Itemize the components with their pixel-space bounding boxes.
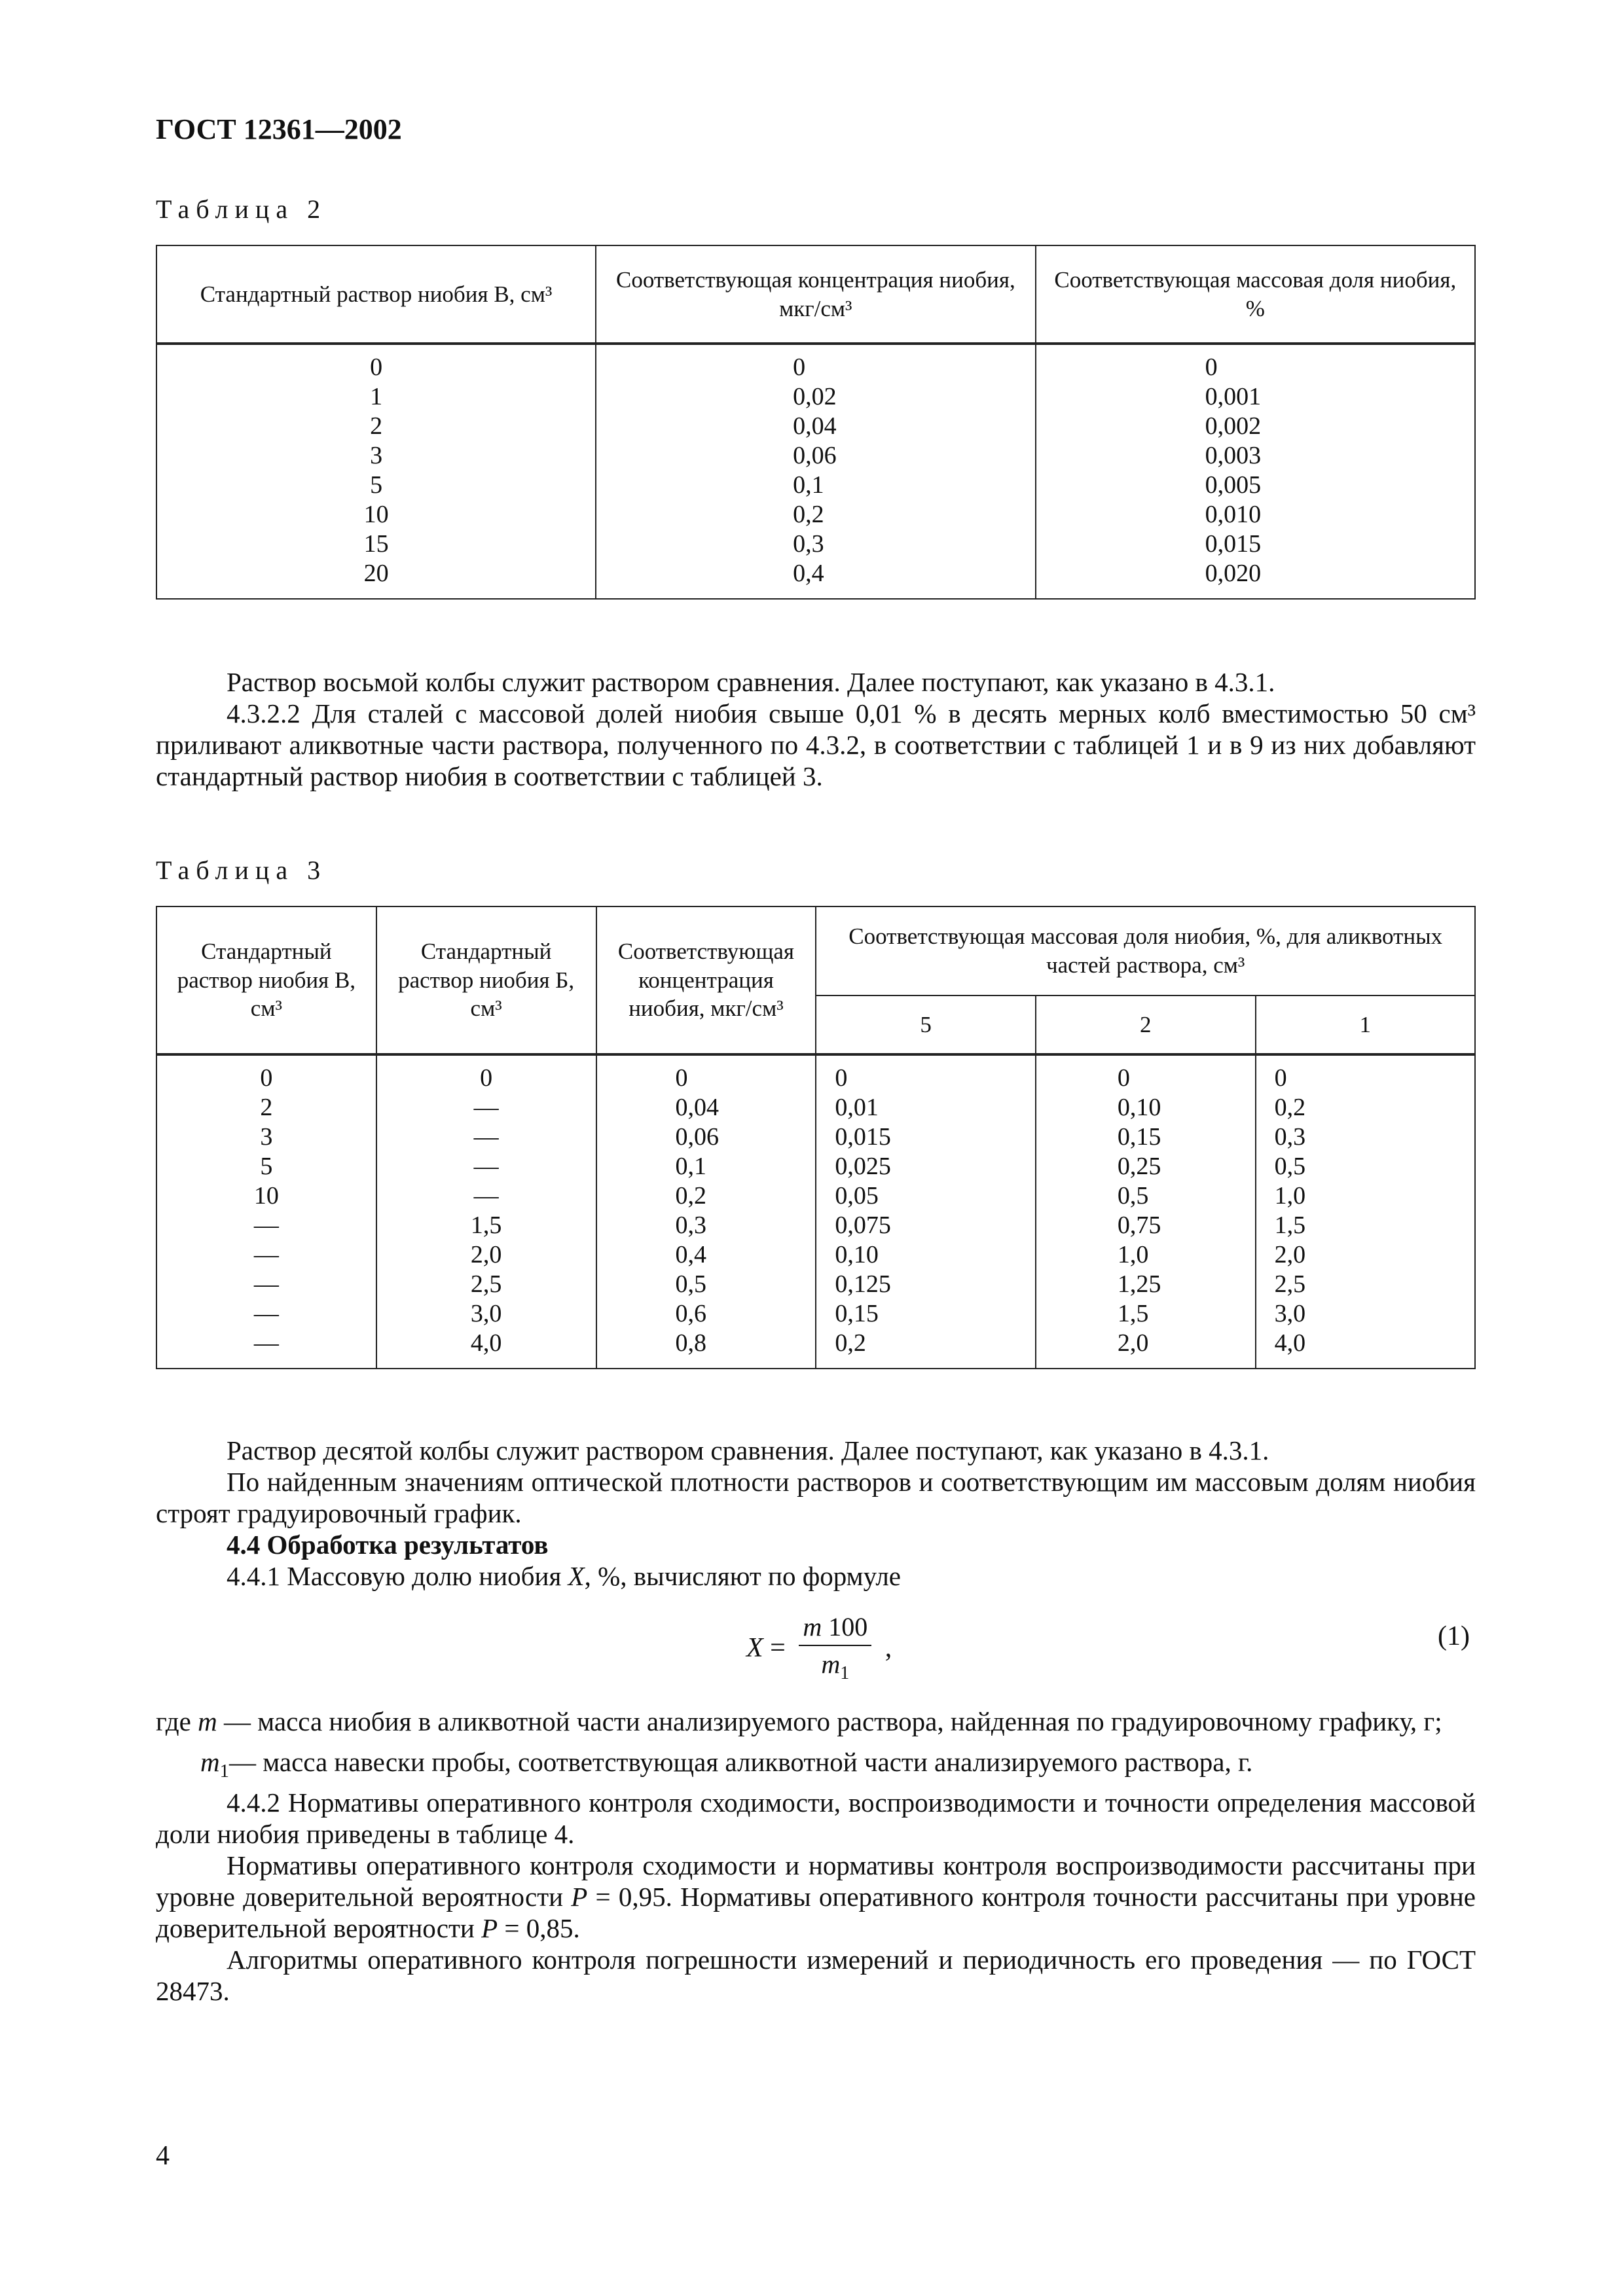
table-cell: 0,3 (1274, 1123, 1306, 1151)
subscript: 1 (219, 1761, 229, 1782)
table-cell: 0,15 (835, 1300, 879, 1327)
table-cell: 0,075 (835, 1211, 891, 1239)
table-2-header: Соответствующая массовая доля ниобия, % (1036, 245, 1475, 344)
text-run: = 0,95. Нормативы оперативного контроля точности рассчитаны при уровне доверительной вероятности (156, 1882, 1476, 1944)
table-cell: 0,06 (675, 1123, 719, 1151)
text-run: где (156, 1706, 198, 1736)
table-cell: 0,5 (675, 1270, 706, 1298)
table-cell: 0,1 (793, 471, 824, 499)
paragraph: Раствор десятой колбы служит раствором сравнения. Далее поступают, как указано в 4.3.1. (227, 1435, 1269, 1465)
table-cell: 10 (253, 1182, 279, 1210)
table-cell: 0,003 (1205, 442, 1262, 469)
table-cell: 0,75 (1117, 1211, 1161, 1239)
table-cell: 15 (363, 530, 389, 558)
table-2-column (596, 344, 1035, 599)
table-cell: 0,4 (793, 560, 824, 587)
table-cell: 3 (370, 442, 383, 469)
subscript: 1 (840, 1663, 850, 1683)
variable: m (803, 1612, 822, 1641)
table-cell: 0,3 (675, 1211, 706, 1239)
table-3 (156, 906, 1476, 1369)
table-cell: 0 (370, 353, 383, 381)
variable: X (568, 1561, 585, 1591)
table-cell: 0 (1274, 1064, 1287, 1092)
table-3-header: Соответствующая концентрация ниобия, мкг/см³ (596, 906, 816, 1054)
formula (746, 1611, 892, 1684)
table-cell: 0,01 (835, 1094, 879, 1121)
table-cell: 20 (363, 560, 389, 587)
table-cell: — (253, 1241, 279, 1268)
table-3-header: Стандартный раствор ниобия Б, см³ (376, 906, 596, 1054)
variable: m (200, 1747, 220, 1777)
formula-equals: = (763, 1632, 793, 1663)
table-3-header: Соответствующая массовая доля ниобия, %, для аликвотных частей раствора, см³ (816, 906, 1475, 996)
table-cell: 3 (260, 1123, 273, 1151)
variable: P (481, 1913, 498, 1944)
paragraph: Алгоритмы оперативного контроля погрешности измерений и периодичность его проведения — по ГОСТ 28473. (156, 1945, 1476, 2007)
table-cell: 0,04 (793, 412, 837, 440)
table-cell: — (473, 1123, 499, 1151)
table-cell: — (473, 1094, 499, 1121)
table-cell: 4,0 (470, 1329, 502, 1357)
variable: m (821, 1649, 841, 1679)
table-3-column (376, 1054, 596, 1369)
table-cell: 0,2 (1274, 1094, 1306, 1121)
text-run: — масса навески пробы, соответствующая аликвотной части анализируемого раствора, г. (228, 1747, 1253, 1777)
text-run: — масса ниобия в аликвотной части анализируемого раствора, найденная по градуировочному графику, г; (217, 1706, 1442, 1736)
table-cell: 0,5 (1274, 1153, 1306, 1180)
variable: P (571, 1882, 588, 1912)
table-cell: 0,015 (1205, 530, 1262, 558)
table-cell: 1,5 (470, 1211, 502, 1239)
table-cell: 5 (370, 471, 383, 499)
table-cell: 0 (793, 353, 806, 381)
table-cell: 1 (370, 383, 383, 410)
text-run: , %, вычисляют по формуле (584, 1561, 901, 1591)
table-cell: 0 (1205, 353, 1218, 381)
table-2 (156, 245, 1476, 600)
table-cell: 1,25 (1117, 1270, 1161, 1298)
table-cell: 0,125 (835, 1270, 891, 1298)
table-cell: 0,02 (793, 383, 837, 410)
table-cell: — (253, 1211, 279, 1239)
table-2-caption: Таблица 2 (156, 194, 327, 224)
table-cell: 3,0 (470, 1300, 502, 1327)
formula-numerator (799, 1611, 871, 1646)
table-cell: 0,06 (793, 442, 837, 469)
table-cell: 0,25 (1117, 1153, 1161, 1180)
table-cell: 0,001 (1205, 383, 1262, 410)
table-2-header: Соответствующая концентрация ниобия, мкг/см³ (596, 245, 1035, 344)
table-cell: 0 (675, 1064, 688, 1092)
table-cell: 0,6 (675, 1300, 706, 1327)
table-cell: 0 (480, 1064, 493, 1092)
table-cell: 0,1 (675, 1153, 706, 1180)
table-cell: 0,002 (1205, 412, 1262, 440)
table-cell: 0,10 (835, 1241, 879, 1268)
table-cell: 0,8 (675, 1329, 706, 1357)
page-number: 4 (156, 2141, 170, 2171)
table-2-column (1036, 344, 1475, 599)
text-run: 4.4.1 Массовую долю ниобия (227, 1561, 568, 1591)
table-cell: 0,025 (835, 1153, 891, 1180)
paragraph (156, 1560, 1476, 1592)
table-3-subheader: 2 (1036, 996, 1256, 1054)
table-cell: — (473, 1153, 499, 1180)
table-3-column (1036, 1054, 1256, 1369)
table-2-header: Стандартный раствор ниобия В, см³ (156, 245, 596, 344)
paragraph: По найденным значениям оптической плотности растворов и соответствующим им массовым долям ниобия строят градуировочный график. (156, 1467, 1476, 1528)
where-clause (156, 1706, 1476, 1737)
table-cell: 0,010 (1205, 501, 1262, 528)
table-cell: 0,10 (1117, 1094, 1161, 1121)
paragraph: 4.3.2.2 Для сталей с массовой долей ниобия свыше 0,01 % в десять мерных колб вместимостью 50 см³ приливают аликвотные части раствора, полученного по 4.3.2, в соответствии с таблицей 1 и в 9 из них добавляют стандартный раствор ниобия в соответствии с таблицей 3. (156, 698, 1476, 791)
table-3-subheader: 5 (816, 996, 1035, 1054)
document-header: ГОСТ 12361—2002 (156, 113, 402, 145)
table-cell: 1,0 (1274, 1182, 1306, 1210)
table-cell: 5 (260, 1153, 273, 1180)
table-cell: 2 (370, 412, 383, 440)
table-cell: — (253, 1329, 279, 1357)
table-cell: 0,2 (835, 1329, 866, 1357)
paragraph (156, 1850, 1476, 1944)
table-cell: 2,5 (1274, 1270, 1306, 1298)
text-run: = 0,85. (498, 1913, 580, 1944)
table-cell: 2,0 (470, 1241, 502, 1268)
table-3-column (596, 1054, 816, 1369)
table-cell: 0,5 (1117, 1182, 1149, 1210)
table-3-column (816, 1054, 1035, 1369)
variable: m (198, 1706, 217, 1736)
table-2-column (156, 344, 596, 599)
table-cell: 0 (835, 1064, 848, 1092)
paragraph: Раствор восьмой колбы служит раствором сравнения. Далее поступают, как указано в 4.3.1. (227, 667, 1275, 697)
where-clause (156, 1746, 1476, 1787)
table-cell: 4,0 (1274, 1329, 1306, 1357)
equation-number: (1) (1438, 1621, 1470, 1651)
table-cell: 0,020 (1205, 560, 1262, 587)
table-cell: 10 (363, 501, 389, 528)
table-cell: 1,5 (1117, 1300, 1149, 1327)
text-run: Нормативы оперативного контроля сходимости и нормативы контроля воспроизводимости рассчитаны при уровне доверительной вероятности (156, 1850, 1476, 1912)
table-cell: 2,5 (470, 1270, 502, 1298)
paragraph: 4.4.2 Нормативы оперативного контроля сходимости, воспроизводимости и точности определения массовой доли ниобия приведены в таблице 4. (156, 1787, 1476, 1850)
table-cell: 0 (260, 1064, 273, 1092)
formula-lhs: X (746, 1632, 763, 1663)
table-cell: 0,3 (793, 530, 824, 558)
table-cell: 0,4 (675, 1241, 706, 1268)
table-3-caption: Таблица 3 (156, 855, 327, 885)
table-cell: 0,005 (1205, 471, 1262, 499)
table-cell: 0 (1117, 1064, 1130, 1092)
table-cell: 2,0 (1117, 1329, 1149, 1357)
table-cell: 0,04 (675, 1094, 719, 1121)
table-3-header: Стандартный раствор ниобия В, см³ (156, 906, 376, 1054)
table-cell: 0,2 (793, 501, 824, 528)
table-cell: 1,0 (1117, 1241, 1149, 1268)
table-cell: 0,05 (835, 1182, 879, 1210)
table-3-subheader: 1 (1256, 996, 1475, 1054)
table-3-column (156, 1054, 376, 1369)
text-block-3 (156, 1706, 1476, 2007)
table-cell: — (473, 1182, 499, 1210)
text-run: 100 (822, 1612, 868, 1641)
formula-fraction (799, 1611, 871, 1684)
table-cell: 2 (260, 1094, 273, 1121)
section-heading: 4.4 Обработка результатов (227, 1530, 549, 1560)
table-cell: 1,5 (1274, 1211, 1306, 1239)
text-block-1 (156, 666, 1476, 792)
table-cell: 0,015 (835, 1123, 891, 1151)
table-3-column (1256, 1054, 1475, 1369)
table-cell: — (253, 1270, 279, 1298)
table-cell: 0,2 (675, 1182, 706, 1210)
formula-trail: , (878, 1632, 892, 1663)
formula-denominator (821, 1646, 849, 1684)
table-cell: 3,0 (1274, 1300, 1306, 1327)
text-block-2 (156, 1435, 1476, 1592)
table-cell: 0,15 (1117, 1123, 1161, 1151)
table-cell: 2,0 (1274, 1241, 1306, 1268)
table-cell: — (253, 1300, 279, 1327)
